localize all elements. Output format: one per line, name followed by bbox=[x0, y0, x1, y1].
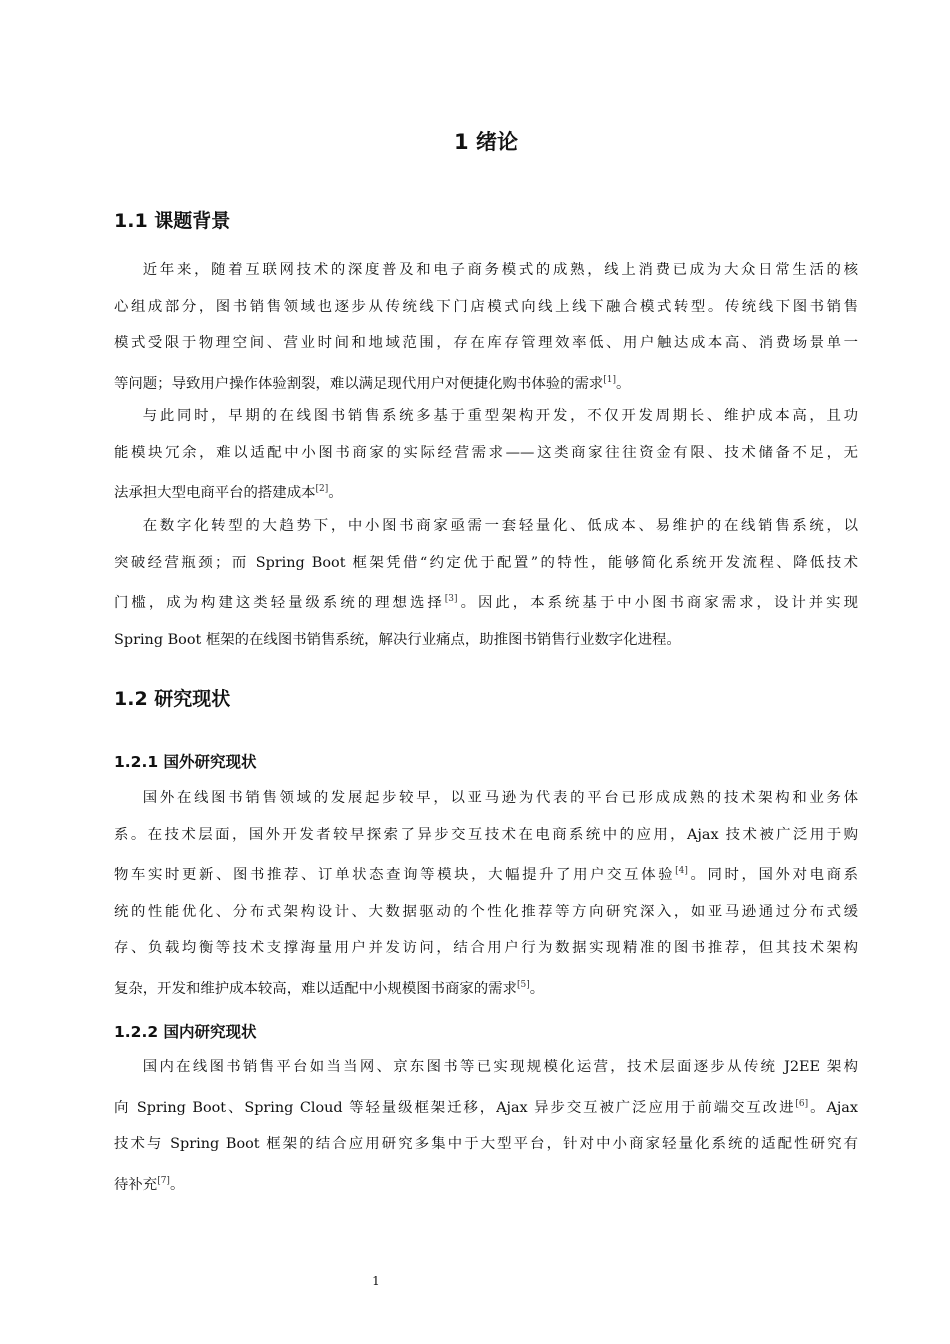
section-heading-1-1: 1.1 课题背景 bbox=[114, 210, 231, 232]
text-run: 。因此，本系统基于中小图书商家需求，设计并实现 bbox=[457, 595, 858, 612]
paragraph-background-1 bbox=[114, 252, 858, 402]
paragraph-domestic-research bbox=[114, 1049, 858, 1203]
text-line: 统的性能优化、分布式架构设计、大数据驱动的个性化推荐等方向研究深入，如亚马逊通过分布式缓 bbox=[114, 903, 858, 920]
paragraph-background-3 bbox=[114, 508, 858, 658]
text-line: 近年来，随着互联网技术的深度普及和电子商务模式的成熟，线上消费已成为大众日常生活的核 bbox=[142, 262, 858, 278]
text-run: 。Ajax bbox=[808, 1099, 858, 1116]
text-line bbox=[114, 581, 858, 622]
citation-ref: [6] bbox=[795, 1098, 809, 1109]
text-run: 。 bbox=[616, 375, 631, 392]
citation-ref: [4] bbox=[675, 866, 688, 877]
section-heading-1-2: 1.2 研究现状 bbox=[114, 688, 231, 710]
text-line: 模式受限于物理空间、营业时间和地域范围，存在库存管理效率低、用户触达成本高、消费场景单一 bbox=[114, 335, 858, 352]
text-line bbox=[114, 1163, 858, 1204]
text-line: Spring Boot 框架的在线图书销售系统，解决行业痛点，助推图书销售行业数字化进程。 bbox=[114, 631, 681, 648]
text-run: 。 bbox=[328, 485, 343, 502]
text-run: 。 bbox=[529, 980, 545, 997]
text-line: 在数字化转型的大趋势下，中小图书商家亟需一套轻量化、低成本、易维护的在线销售系统，以 bbox=[142, 518, 858, 534]
page-number: 1 bbox=[372, 1274, 380, 1288]
text-line: 与此同时，早期的在线图书销售系统多基于重型架构开发，不仅开发周期长、维护成本高，且功 bbox=[142, 408, 858, 424]
paragraph-background-2 bbox=[114, 398, 858, 512]
subsection-heading-1-2-1: 1.2.1 国外研究现状 bbox=[114, 753, 257, 771]
text-line: 突破经营瓶颈；而 Spring Boot 框架凭借“约定优于配置”的特性，能够简化系统开发流程、降低技术 bbox=[114, 554, 858, 571]
text-line bbox=[114, 967, 858, 1008]
text-run: 复杂，开发和维护成本较高，难以适配中小规模图书商家的需求 bbox=[114, 980, 517, 997]
text-line bbox=[114, 1086, 858, 1127]
chapter-title: 1 绪论 bbox=[454, 130, 518, 154]
text-run: 待补充 bbox=[114, 1176, 158, 1193]
text-run: 法承担大型电商平台的搭建成本 bbox=[114, 485, 316, 502]
text-line: 能模块冗余，难以适配中小图书商家的实际经营需求——这类商家往往资金有限、技术储备不足，无 bbox=[114, 444, 858, 461]
text-line: 国外在线图书销售领域的发展起步较早，以亚马逊为代表的平台已形成成熟的技术架构和业务体 bbox=[142, 790, 858, 806]
text-line bbox=[114, 362, 858, 403]
text-line: 心组成部分，图书销售领域也逐步从传统线下门店模式向线上线下融合模式转型。传统线下图书销售 bbox=[114, 298, 858, 315]
citation-ref: [7] bbox=[157, 1175, 170, 1186]
text-line bbox=[114, 471, 858, 512]
paragraph-foreign-research bbox=[114, 780, 858, 1008]
citation-ref: [2] bbox=[315, 484, 329, 495]
citation-ref: [1] bbox=[603, 374, 617, 385]
citation-ref: [5] bbox=[516, 979, 530, 990]
text-line: 技术与 Spring Boot 框架的结合应用研究多集中于大型平台，针对中小商家轻量化系统的适配性研究有 bbox=[114, 1136, 858, 1153]
subsection-heading-1-2-2: 1.2.2 国内研究现状 bbox=[114, 1023, 257, 1041]
text-run: 等问题；导致用户操作体验割裂，难以满足现代用户对便捷化购书体验的需求 bbox=[114, 375, 604, 392]
citation-ref: [3] bbox=[444, 594, 458, 605]
text-line: 国内在线图书销售平台如当当网、京东图书等已实现规模化运营，技术层面逐步从传统 J2EE 架构 bbox=[142, 1059, 858, 1075]
text-run: 。同时，国外对电商系 bbox=[687, 867, 858, 884]
text-line bbox=[114, 853, 858, 894]
text-run: 。 bbox=[169, 1176, 185, 1193]
text-line: 存、负载均衡等技术支撑海量用户并发访问，结合用户行为数据实现精准的图书推荐，但其技术架构 bbox=[114, 940, 858, 957]
text-run: 物车实时更新、图书推荐、订单状态查询等模块，大幅提升了用户交互体验 bbox=[114, 867, 676, 884]
text-run: 门槛，成为构建这类轻量级系统的理想选择 bbox=[114, 595, 445, 612]
text-line: 系。在技术层面，国外开发者较早探索了异步交互技术在电商系统中的应用，Ajax 技术被广泛用于购 bbox=[114, 826, 858, 843]
text-run: 向 Spring Boot、Spring Cloud 等轻量级框架迁移，Ajax 异步交互被广泛应用于前端交互改进 bbox=[114, 1099, 796, 1116]
